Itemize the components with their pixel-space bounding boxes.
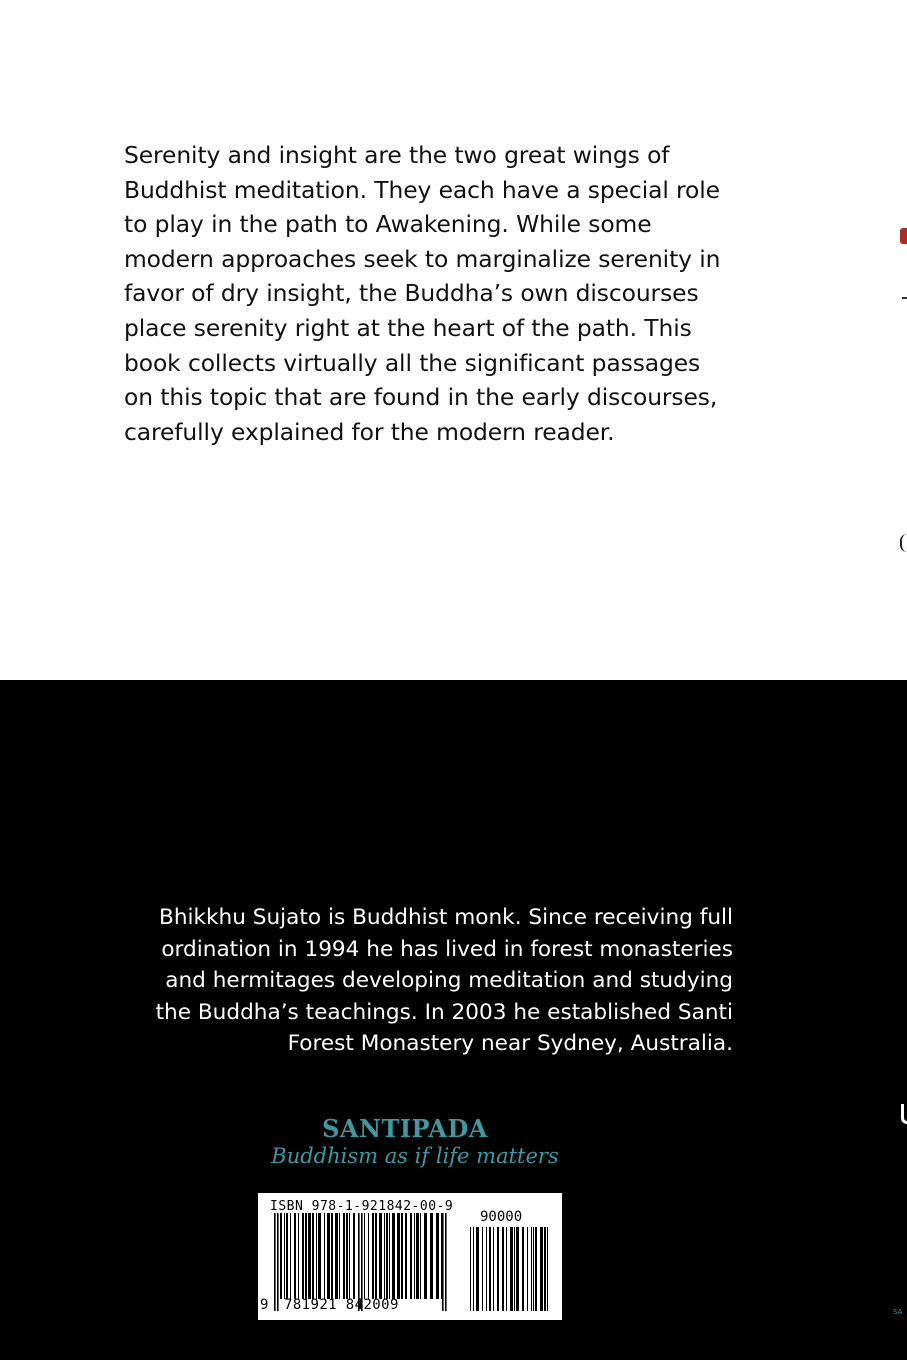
blurb-line: Serenity and insight are the two great wings of [124,141,670,169]
spine-edge-text: SA [893,1308,903,1316]
blurb-line: modern approaches seek to marginalize serenity in [124,244,721,273]
barcode-bar [502,1227,504,1311]
barcode-bar [298,1213,299,1299]
barcode-bar [353,1213,355,1299]
barcode-bar [506,1227,507,1311]
barcode-addon-number: 90000 [480,1209,523,1225]
barcode-bar [436,1213,439,1299]
bio-line: ordination in 1994 he has lived in forest monasteries [161,936,733,962]
barcode-bar [375,1213,377,1299]
barcode-bar [473,1227,474,1311]
barcode-bar [364,1213,365,1299]
barcode-bar [368,1213,369,1299]
barcode-bar [416,1213,419,1299]
blurb-line: place serenity right at the heart of the path. This [124,313,692,342]
barcode-bar [476,1227,479,1311]
barcode-bar [308,1213,311,1299]
barcode-bar [510,1227,513,1311]
barcode-bar [274,1213,276,1311]
barcode-bar [441,1213,443,1299]
barcode-bar [516,1227,519,1311]
barcode-bar [302,1213,304,1299]
barcode-bar [414,1213,415,1299]
blurb-line: on this topic that are found in the early discourses, [124,383,718,412]
blurb-line: carefully explained for the modern reader. [124,417,615,446]
barcode-bar [392,1213,395,1299]
barcode-bar [290,1213,291,1299]
barcode-bar [531,1227,532,1311]
barcode-bar [284,1213,285,1299]
barcode-bar [420,1213,421,1299]
barcode-bar [497,1227,499,1311]
barcode-first-digit: 9 [260,1297,269,1313]
barcode-bar [405,1213,407,1299]
barcode-bar [424,1213,427,1299]
barcode-bar [294,1213,296,1299]
barcode-bar [430,1213,433,1299]
blurb-line: book collects virtually all the significant passages [124,348,701,377]
publisher-tagline: Buddhism as if life matters [271,1144,559,1168]
barcode-bar [339,1213,340,1299]
spine-edge-mark-dash [902,297,907,299]
barcode-bar [527,1227,528,1311]
barcode-bar [379,1213,382,1299]
spine-edge-mark-paren [900,534,907,552]
barcode-bar [493,1227,494,1311]
barcode-bar [318,1213,321,1299]
barcode-bar [384,1213,385,1299]
isbn-label: ISBN 978-1-921842-00-9 [270,1199,454,1214]
barcode-bar [514,1227,515,1311]
bio-line: Forest Monastery near Sydney, Australia. [287,1031,733,1056]
barcode-bar [331,1213,333,1299]
blurb-line: Buddhist meditation. They each have a special role [124,175,720,204]
barcode-bar [482,1227,483,1311]
barcode-bar [277,1213,279,1311]
barcode-bar [335,1213,338,1299]
spine-edge-mark-red [900,228,907,244]
author-bio [156,902,733,1060]
barcode-bar [312,1213,314,1299]
barcode-bar [547,1227,548,1311]
barcode-bar [346,1213,348,1299]
bio-line: and hermitages developing meditation and studying [165,968,733,993]
barcode-bar [286,1213,288,1299]
barcode-bar [397,1213,400,1299]
barcode-digits: 781921 842009 [284,1297,399,1313]
barcode-bar [343,1213,345,1299]
barcode-bar [445,1213,447,1311]
spine-edge-mark-white [901,1104,907,1124]
isbn-barcode [258,1193,562,1320]
barcode-bar [410,1213,412,1299]
barcode-bar [401,1213,403,1299]
barcode-bar [489,1227,491,1311]
book-blurb [124,138,744,449]
barcode-bar [324,1213,325,1299]
publisher-name: SANTIPADA [322,1114,488,1143]
barcode-bar [372,1213,374,1299]
barcode-bar [389,1213,390,1299]
blurb-line: favor of dry insight, the Buddha’s own discourses [124,279,699,308]
bio-line: Bhikkhu Sujato is Buddhist monk. Since receiving full [159,905,733,930]
barcode-bar [540,1227,543,1311]
barcode-bar [280,1213,282,1299]
blurb-line: to play in the path to Awakening. While some [124,210,652,239]
barcode-bar [535,1227,537,1311]
barcode-bar [470,1227,471,1311]
barcode-bar [522,1227,524,1311]
barcode-bar [544,1227,546,1311]
barcode-bar [349,1213,350,1299]
barcode-bar [386,1213,388,1299]
barcode-bar [486,1227,487,1311]
barcode-bar [316,1213,317,1299]
barcode-bar [305,1213,307,1299]
barcode-bar [327,1213,330,1299]
bio-line: the Buddha’s teachings. In 2003 he established Santi [155,999,733,1025]
barcode-bar [533,1227,534,1311]
